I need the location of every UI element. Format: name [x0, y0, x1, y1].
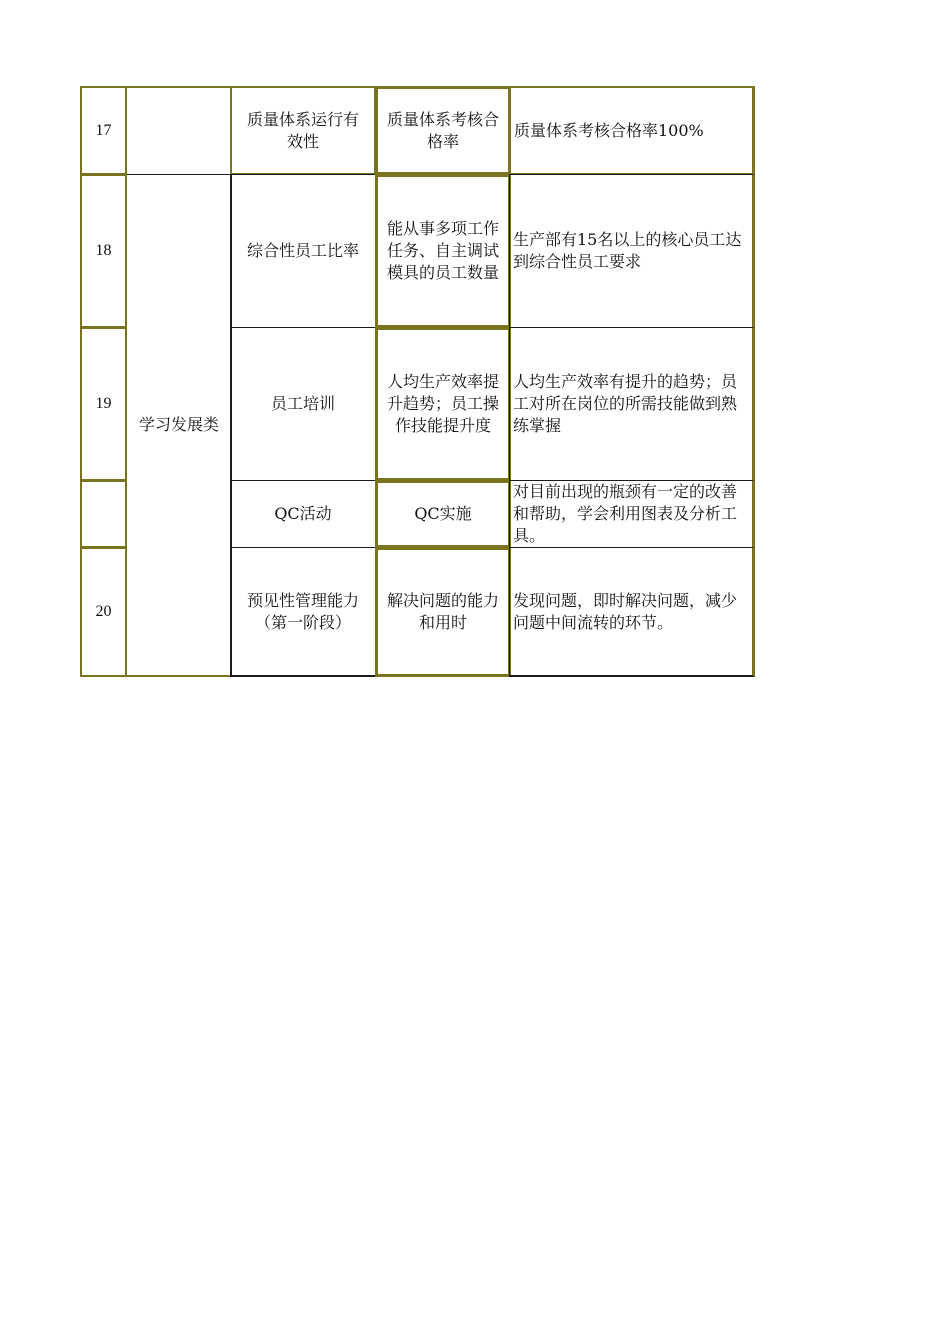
category-learning-development	[125, 174, 232, 677]
indicator-text: 质量体系考核合格率	[386, 109, 499, 151]
category-text: 学习发展类	[138, 415, 219, 434]
item-text: 预见性管理能力（第一阶段）	[246, 590, 359, 632]
target-text: 对目前出现的瓶颈有一定的改善和帮助，学会利用图表及分析工具。	[513, 482, 738, 545]
indicator-text: 能从事多项工作任务、自主调试模具的员工数量	[386, 219, 499, 282]
kpi-table	[80, 86, 755, 677]
item-text: 质量体系运行有效性	[246, 109, 359, 151]
indicator-text: 人均生产效率提升趋势；员工操作技能提升度	[386, 372, 499, 435]
item-text: QC活动	[274, 504, 332, 523]
row-20-item	[230, 547, 376, 677]
target-text: 发现问题，即时解决问题，减少问题中间流转的环节。	[513, 590, 738, 632]
row-no-text: 18	[95, 242, 112, 259]
row-18-no	[80, 174, 127, 328]
row-qc-indicator	[375, 480, 511, 548]
row-no-text: 17	[95, 121, 112, 139]
row-no-text: 20	[95, 603, 112, 620]
target-text: 人均生产效率有提升的趋势；员工对所在岗位的所需技能做到熟练掌握	[513, 372, 738, 435]
indicator-text: QC实施	[414, 504, 472, 523]
target-text: 质量体系考核合格率100%	[514, 120, 704, 140]
row-no-text: 19	[95, 395, 112, 412]
row-20-indicator	[375, 547, 511, 677]
row-17-category	[125, 86, 232, 175]
row-18-item	[230, 174, 376, 328]
row-20-target	[509, 547, 755, 677]
row-qc-no	[80, 480, 127, 548]
row-qc-item	[230, 480, 376, 548]
row-17-indicator	[375, 86, 511, 175]
target-text: 生产部有15名以上的核心员工达到综合性员工要求	[513, 230, 742, 271]
row-17-target	[509, 86, 755, 175]
item-text: 员工培训	[270, 394, 335, 413]
indicator-text: 解决问题的能力和用时	[386, 591, 499, 632]
row-18-indicator	[375, 174, 511, 328]
row-18-target	[509, 174, 755, 328]
row-19-no	[80, 327, 127, 481]
row-19-item	[230, 327, 376, 481]
row-17-item	[230, 86, 376, 175]
row-19-indicator	[375, 327, 511, 481]
item-text: 综合性员工比率	[246, 241, 359, 260]
row-qc-target	[509, 480, 755, 548]
row-19-target	[509, 327, 755, 481]
row-17-no	[80, 86, 127, 175]
row-20-no	[80, 547, 127, 677]
